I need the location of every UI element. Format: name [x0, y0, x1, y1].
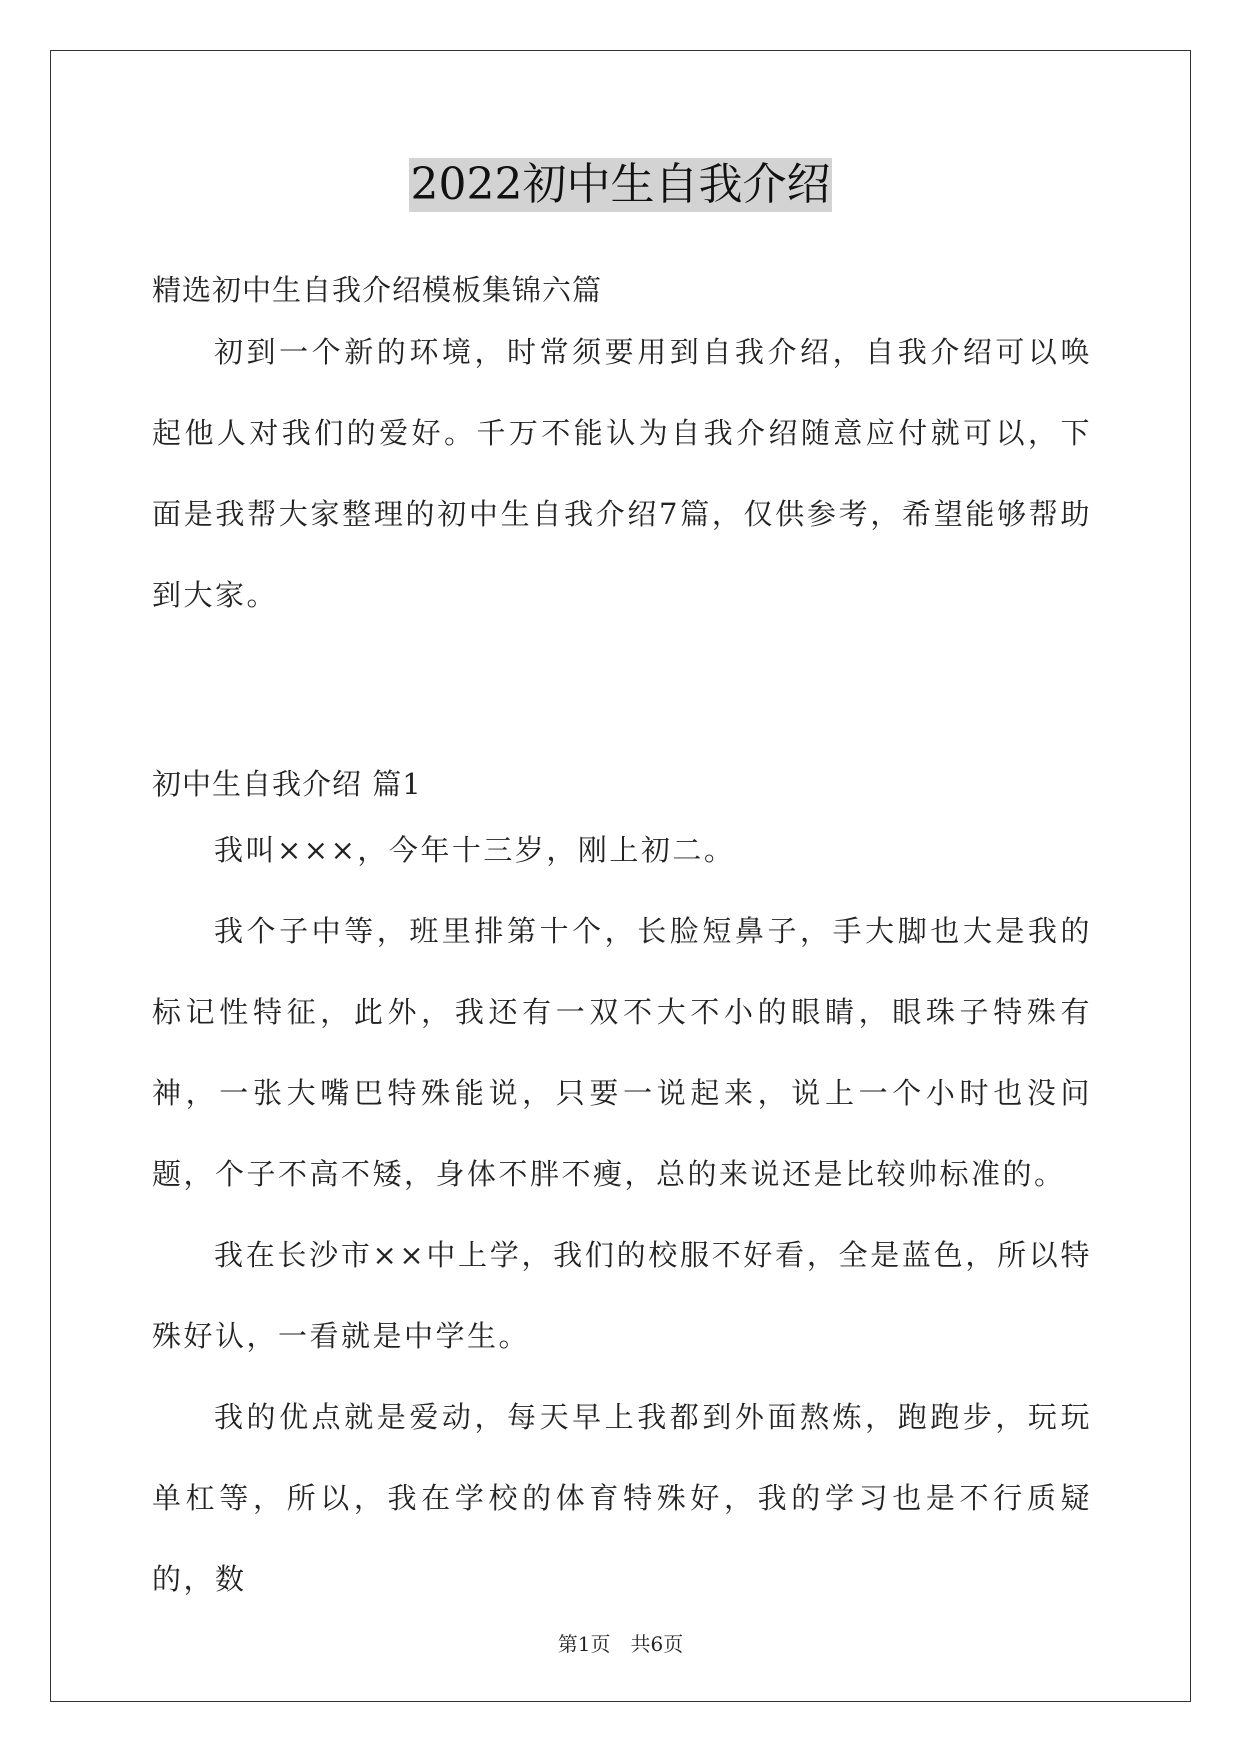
- document-subtitle: 精选初中生自我介绍模板集锦六篇: [152, 273, 603, 307]
- body-paragraph: 我叫×××，今年十三岁，刚上初二。: [214, 833, 736, 867]
- body-paragraph: 我个子中等，班里排第十个，长脸短鼻子，手大脚也大是我的标记性特征，此外，我还有一双不大不小的眼睛，眼珠子特殊有神，一张大嘴巴特殊能说，只要一说起来，说上一个小时也没问题，个子不高不矮，身体不胖不瘦，总的来说还是比较帅标准的。: [152, 914, 1092, 1191]
- section-heading: 初中生自我介绍 篇1: [152, 767, 422, 801]
- page-title: 2022初中生自我介绍: [410, 159, 831, 210]
- title-block: [0, 158, 1241, 212]
- intro-paragraph: 初到一个新的环境，时常须要用到自我介绍，自我介绍可以唤起他人对我们的爱好。千万不能认为自我介绍随意应付就可以，下面是我帮大家整理的初中生自我介绍7篇，仅供参考，希望能够帮助到大家。: [152, 335, 1092, 612]
- page-footer: 第1页 共6页: [557, 1632, 684, 1656]
- body-paragraph: 我的优点就是爱动，每天早上我都到外面熬炼，跑跑步，玩玩单杠等，所以，我在学校的体育特殊好，我的学习也是不行质疑的，数: [152, 1400, 1092, 1596]
- body-paragraph: 我在长沙市××中上学，我们的校服不好看，全是蓝色，所以特殊好认，一看就是中学生。: [152, 1238, 1092, 1353]
